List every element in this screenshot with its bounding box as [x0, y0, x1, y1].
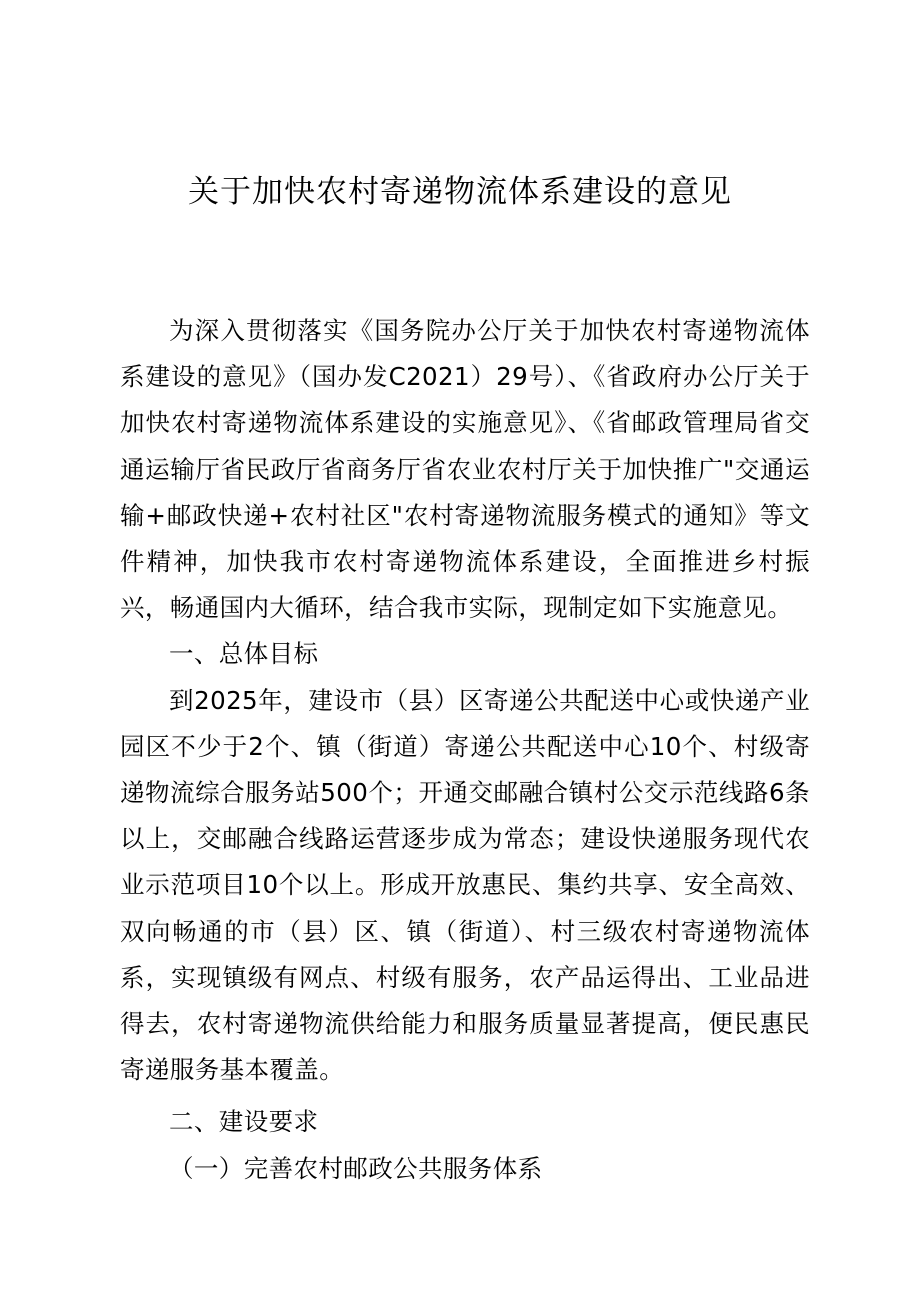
section-heading-construction-requirements: 二、建设要求 — [169, 1107, 319, 1137]
document-title: 关于加快农村寄递物流体系建设的意见 — [188, 174, 732, 210]
section-heading-overall-goals: 一、总体目标 — [169, 639, 319, 669]
intro-paragraph: 为深入贯彻落实《国务院办公厅关于加快农村寄递物流体系建设的意见》（国办发C2021）29号）、《省政府办公厅关于加快农村寄递物流体系建设的实施意见》、《省邮政管理局省交通运输厅省民政厅省商务厅省农业农村厅关于加快推广"交通运输+邮政快递+农村社区"农村寄递物流服务模式的通知》等文件精神，加快我市农村寄递物流体系建设，全面推进乡村振兴，畅通国内大循环，结合我市实际，现制定如下实施意见。 — [120, 316, 810, 623]
subsection-heading-postal-public-service: （一）完善农村邮政公共服务体系 — [169, 1153, 543, 1183]
overall-goals-paragraph: 到2025年，建设市（县）区寄递公共配送中心或快递产业园区不少于2个、镇（街道）寄递公共配送中心10个、村级寄递物流综合服务站500个；开通交邮融合镇村公交示范线路6条以上，交邮融合线路运营逐步成为常态；建设快递服务现代农业示范项目10个以上。形成开放惠民、集约共享、安全高效、双向畅通的市（县）区、镇（街道）、村三级农村寄递物流体系，实现镇级有网点、村级有服务，农产品运得出、工业品进得去，农村寄递物流供给能力和服务质量显著提高，便民惠民寄递服务基本覆盖。 — [120, 685, 810, 1085]
document-body — [120, 308, 810, 1192]
